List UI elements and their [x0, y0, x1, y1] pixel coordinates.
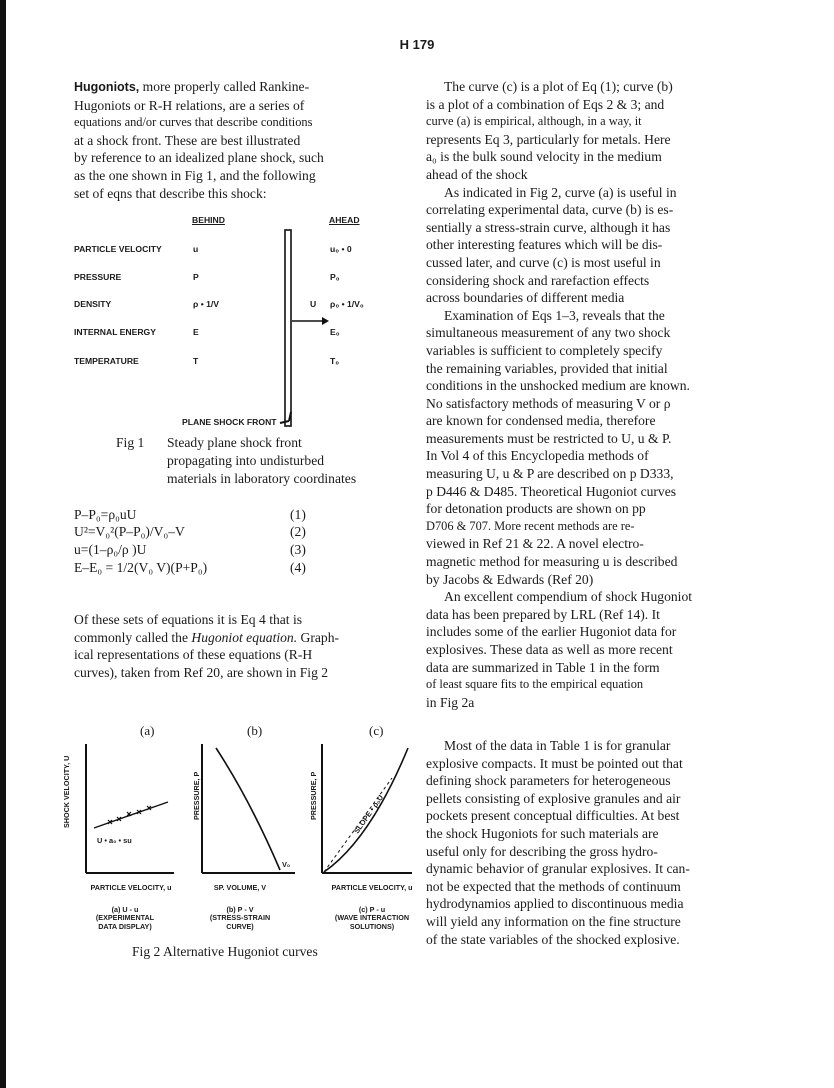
- text-line: commonly called the Hugoniot equation. Graph-: [74, 629, 340, 645]
- fig1-caption-line: propagating into undisturbed: [167, 453, 325, 468]
- equation-number: (1): [290, 507, 306, 522]
- text-line: No satisfactory methods of measuring V or ρ: [426, 395, 671, 411]
- text-line: in Fig 2a: [426, 694, 475, 710]
- equation-number: (3): [290, 542, 306, 557]
- slope-label: SLOPE • ρ₀U: [352, 793, 386, 836]
- panel-b-plot: [202, 744, 295, 873]
- text-line: measuring U, u & P are described on p D333,: [426, 466, 674, 482]
- row-ahead: E₀: [330, 327, 340, 337]
- text-line: the shock Hugoniots for such materials are: [426, 825, 659, 841]
- intro-line-5: as the one shown in Fig 1, and the following: [74, 167, 316, 183]
- row-behind: ρ • 1/V: [193, 299, 219, 309]
- text-line: curves), taken from Ref 20, are shown in Fig 2: [74, 664, 329, 680]
- text-line: useful only for describing the gross hydro-: [426, 843, 658, 859]
- left-after-equations: [74, 611, 392, 681]
- text-line: represents Eq 3, particularly for metals. Here: [426, 131, 671, 147]
- text-line: pellets consisting of explosive granules and air: [426, 790, 681, 806]
- text-line: As indicated in Fig 2, curve (a) is useful in: [444, 184, 677, 200]
- shock-front-plate: [285, 230, 291, 426]
- text-line: measurements must be restricted to U, u & P.: [426, 430, 672, 446]
- text-line: p D446 & D485. Theoretical Hugoniot curves: [426, 483, 677, 499]
- text-line: ical representations of these equations (R-H: [74, 647, 313, 663]
- text-line: data are summarized in Table 1 in the form: [426, 659, 660, 675]
- row-ahead: u₀ • 0: [330, 244, 352, 254]
- text-line: other interesting features which will be dis-: [426, 237, 663, 253]
- text-line: for detonation products are shown on pp: [426, 501, 646, 517]
- equation-number: (2): [290, 524, 306, 539]
- panel-label-a: (a): [140, 723, 155, 738]
- equation: u=(1–ρ₀/ρ )U: [74, 542, 147, 557]
- text-line: Of these sets of equations it is Eq 4 that is: [74, 612, 303, 627]
- text-line: data has been prepared by LRL (Ref 14). It: [426, 606, 660, 622]
- text-line: the remaining variables, provided that initial: [426, 360, 668, 376]
- plane-shock-front-label: PLANE SHOCK FRONT: [182, 417, 277, 427]
- row-behind: T: [193, 356, 199, 366]
- hugoniot-equation-term: Hugoniot equation.: [191, 629, 298, 645]
- row-label: TEMPERATURE: [74, 356, 139, 366]
- text-line: viewed in Ref 21 & 22. A novel electro-: [426, 536, 644, 552]
- sub-caption-a: (a) U - u (EXPERIMENTAL DATA DISPLAY): [95, 905, 155, 931]
- y-label-a: SHOCK VELOCITY, U: [62, 755, 71, 828]
- text-line: sentially a stress-strain curve, although it has: [426, 219, 671, 235]
- y-label-c: PRESSURE, P: [309, 771, 318, 820]
- text-line: correlating experimental data, curve (b) is es-: [426, 202, 674, 218]
- x-label-b: SP. VOLUME, V: [213, 883, 267, 892]
- x-label-c: PARTICLE VELOCITY, u: [331, 883, 413, 892]
- scan-edge: [0, 0, 6, 1088]
- fig1-caption-label: Fig 1: [116, 435, 145, 450]
- row-label: INTERNAL ENERGY: [74, 327, 156, 337]
- shock-front-diagram: [270, 228, 330, 438]
- row-label: PARTICLE VELOCITY: [74, 244, 162, 254]
- text-line: cussed later, and curve (c) is most useful in: [426, 254, 661, 270]
- row-label: DENSITY: [74, 299, 112, 309]
- right-column-bottom: [426, 737, 740, 948]
- text-line: dynamic behavior of granular explosives. It can-: [426, 861, 690, 877]
- fit-equation-label: U • a₀ • su: [97, 836, 132, 845]
- text-line: variables is sufficient to completely specify: [426, 342, 663, 358]
- text-line: explosives. These data as well as more recent: [426, 642, 673, 657]
- intro-line-3: at a shock front. These are best illustrated: [74, 132, 301, 148]
- intro-term: Hugoniots,: [74, 80, 140, 94]
- text-line: of the state variables of the shocked explosive.: [426, 931, 680, 947]
- ahead-header: AHEAD: [329, 215, 360, 225]
- v0-label: V₀: [282, 860, 291, 869]
- equation-number: (4): [290, 560, 306, 575]
- text-line: considering shock and rarefaction effects: [426, 272, 650, 288]
- text-line: An excellent compendium of shock Hugoniot: [444, 589, 693, 605]
- panel-label-c: (c): [369, 723, 384, 738]
- fit-line: [94, 802, 168, 828]
- text-line: curve (a) is empirical, although, in a way, it: [426, 114, 642, 129]
- text-line: In Vol 4 of this Encyclopedia methods of: [426, 448, 649, 464]
- text-line: not be expected that the methods of continuum: [426, 878, 681, 894]
- equation: P–P₀=ρ₀uU: [74, 507, 137, 522]
- text-line: of least square fits to the empirical equation: [426, 677, 644, 692]
- row-label: PRESSURE: [74, 272, 122, 282]
- behind-header: BEHIND: [192, 215, 225, 225]
- text-line: are known for condensed media, therefore: [426, 413, 656, 429]
- page-number: H 179: [399, 37, 435, 52]
- sub-caption-b: (b) P - V (STRESS-STRAIN CURVE): [209, 905, 271, 931]
- text-line: explosive compacts. It must be pointed out that: [426, 755, 683, 771]
- text-line: is a plot of a combination of Eqs 2 & 3; and: [426, 96, 665, 112]
- sub-caption-c: (c) P - u (WAVE INTERACTION SOLUTIONS): [334, 905, 410, 931]
- fig1-caption-line: materials in laboratory coordinates: [167, 471, 357, 486]
- y-label-b: PRESSURE, P: [192, 771, 201, 820]
- velocity-arrow-head: [322, 317, 329, 325]
- text-line: hydrodynamios applied to discontinuous media: [426, 896, 684, 912]
- panel-a-plot: [86, 744, 174, 873]
- text-line: will yield any information on the fine structure: [426, 913, 681, 929]
- row-behind: u: [193, 244, 199, 254]
- text-line: by Jacobs & Edwards (Ref 20): [426, 571, 594, 587]
- equation: E–E₀ = 1/2(V₀ V)(P+P₀): [74, 560, 208, 575]
- text-line: simultaneous measurement of any two shock: [426, 325, 671, 341]
- text-line: ahead of the shock: [426, 166, 528, 182]
- intro-line-2: equations and/or curves that describe conditions: [74, 115, 313, 130]
- fig2-caption: Fig 2 Alternative Hugoniot curves: [132, 944, 318, 959]
- velocity-label: U: [310, 299, 317, 309]
- intro-line-4: by reference to an idealized plane shock, such: [74, 150, 324, 166]
- intro-line-0: Hugoniots, more properly called Rankine-: [74, 79, 310, 94]
- row-ahead: ρ₀ • 1/V₀: [330, 299, 364, 309]
- text-line: pockets present conceptual difficulties. At best: [426, 808, 680, 824]
- x-label-a: PARTICLE VELOCITY, u: [90, 883, 172, 892]
- text-line: D706 & 707. More recent methods are re-: [426, 518, 635, 533]
- text-line: conditions in the unshocked medium are known.: [426, 378, 690, 394]
- left-intro: [74, 78, 392, 202]
- text-line: magnetic method for measuring u is described: [426, 554, 678, 570]
- pointer-arrow-icon: [278, 410, 294, 426]
- text-line: Most of the data in Table 1 is for granular: [444, 738, 671, 753]
- intro-line-1: Hugoniots or R-H relations, are a series of: [74, 97, 305, 113]
- hugoniot-curve: [216, 748, 280, 870]
- text-line: defining shock parameters for heterogeneous: [426, 773, 671, 789]
- text-line: includes some of the earlier Hugoniot data for: [426, 624, 677, 640]
- row-ahead: P₀: [330, 272, 340, 282]
- equation: U²=V₀²(P–P₀)/V₀–V: [74, 524, 185, 539]
- row-behind: E: [193, 327, 199, 337]
- text-line: a₀ is the bulk sound velocity in the medium: [426, 149, 662, 165]
- intro-line-6: set of eqns that describe this shock:: [74, 185, 267, 201]
- row-ahead: T₀: [330, 356, 340, 366]
- fig1-caption-line: Steady plane shock front: [167, 435, 302, 450]
- row-behind: P: [193, 272, 199, 282]
- panel-label-b: (b): [247, 723, 263, 738]
- right-column: [426, 78, 740, 711]
- text-line: Examination of Eqs 1–3, reveals that the: [444, 307, 665, 323]
- text-line: across boundaries of different media: [426, 290, 625, 306]
- text-line: The curve (c) is a plot of Eq (1); curve (b): [444, 79, 673, 94]
